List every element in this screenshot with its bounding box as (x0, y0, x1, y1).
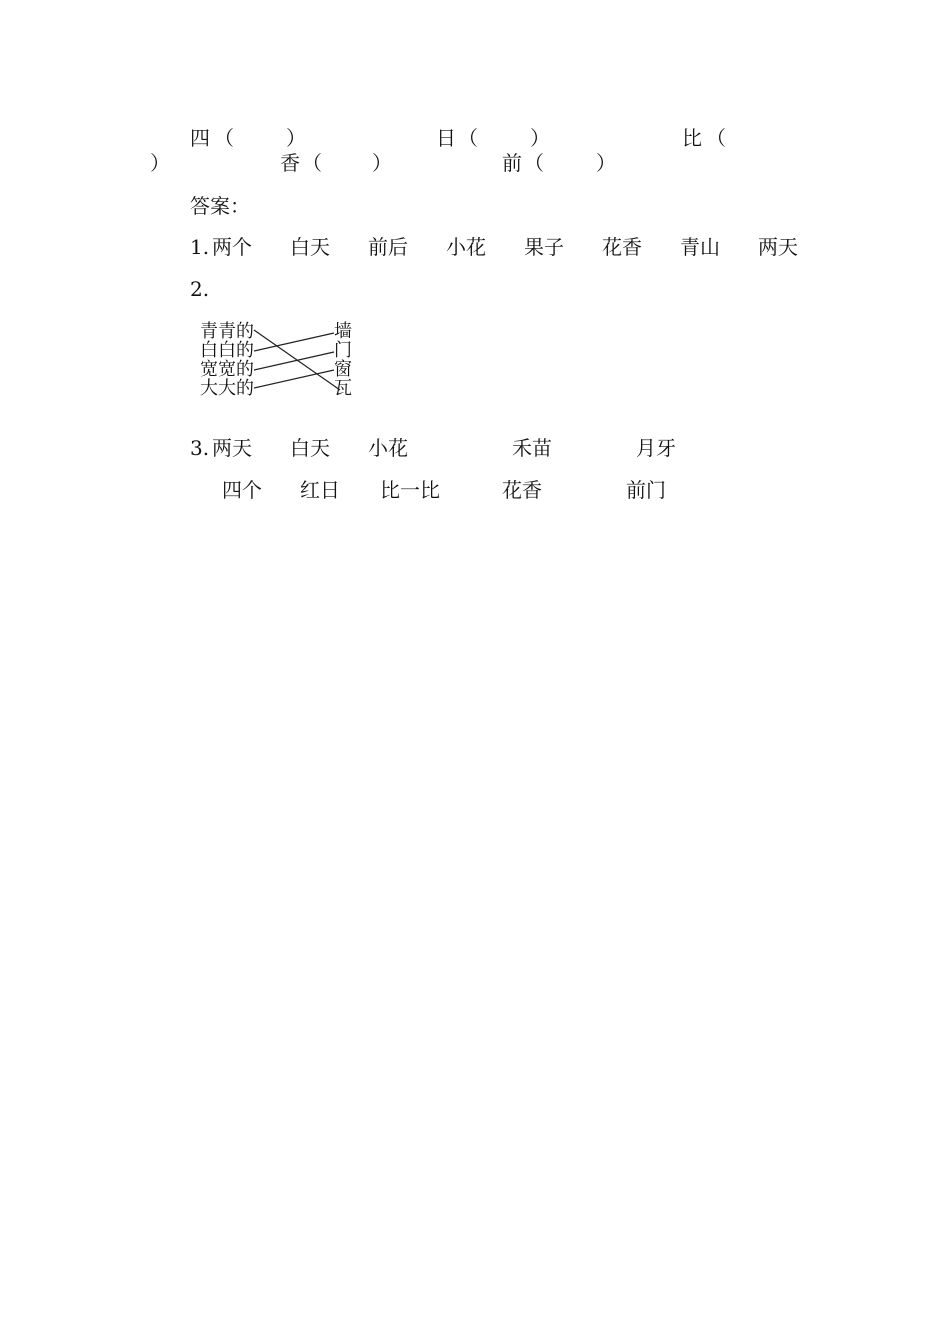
match-right-item: 门 (334, 340, 352, 361)
close-paren-5: ） (596, 151, 616, 175)
open-paren-1: （ (214, 126, 234, 150)
close-paren-1: ） (286, 126, 306, 150)
q3-item: 小花 (368, 436, 408, 460)
q3-item: 禾苗 (512, 436, 552, 460)
match-left-item: 大大的 (200, 378, 254, 399)
q1-number: 1. (190, 235, 210, 259)
q1-item: 小花 (446, 235, 486, 259)
q3-item: 白天 (290, 436, 330, 460)
match-left-item: 宽宽的 (200, 359, 254, 380)
match-left-item: 青青的 (200, 321, 254, 342)
q1-item: 两天 (758, 235, 798, 259)
fill-char-5: 前 (502, 151, 522, 175)
match-right-item: 墙 (334, 321, 352, 342)
match-left-item: 白白的 (200, 340, 254, 361)
open-paren-2: （ (458, 126, 478, 150)
open-paren-4: （ (302, 151, 322, 175)
fill-char-3: 比 (682, 126, 702, 150)
q3-item: 红日 (300, 478, 340, 502)
fill-char-2: 日 (436, 126, 456, 150)
q1-item: 花香 (602, 235, 642, 259)
matching-diagram (194, 318, 358, 402)
close-paren-2: ） (530, 126, 550, 150)
q2-number: 2. (190, 277, 210, 301)
q3-item: 前门 (626, 478, 666, 502)
q1-item: 两个 (212, 235, 252, 259)
close-paren-3: ） (150, 151, 170, 175)
q1-item: 白天 (290, 235, 330, 259)
match-right-item: 窗 (334, 359, 352, 380)
open-paren-3: （ (706, 126, 726, 150)
close-paren-4: ） (372, 151, 392, 175)
q3-item: 月牙 (636, 436, 676, 460)
q1-item: 前后 (368, 235, 408, 259)
q3-item: 花香 (502, 478, 542, 502)
match-right-item: 瓦 (334, 378, 352, 399)
match-line (254, 370, 334, 388)
answers-heading: 答案： (190, 194, 250, 218)
fill-char-1: 四 (190, 126, 210, 150)
q1-item: 果子 (524, 235, 564, 259)
q3-item: 比一比 (380, 478, 440, 502)
match-lines (194, 318, 358, 402)
q1-item: 青山 (680, 235, 720, 259)
q3-item: 四个 (222, 478, 262, 502)
match-line (254, 333, 334, 351)
open-paren-5: （ (524, 151, 544, 175)
q3-item: 两天 (212, 436, 252, 460)
q3-number: 3. (190, 436, 210, 460)
fill-char-4: 香 (280, 151, 300, 175)
match-line (254, 352, 334, 370)
